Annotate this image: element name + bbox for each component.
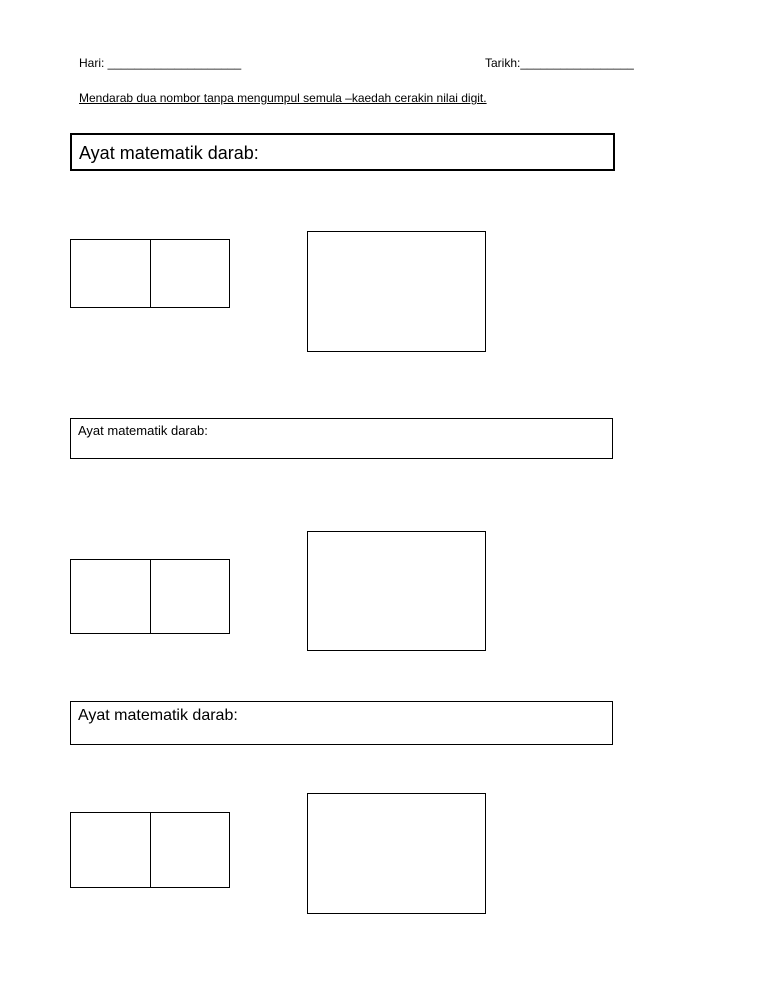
sentence-label: Ayat matematik darab:	[79, 143, 259, 163]
sentence-box-2[interactable]	[70, 418, 613, 459]
sentence-label: Ayat matematik darab:	[78, 707, 238, 724]
sentence-box-3[interactable]	[70, 701, 613, 745]
hari-field[interactable]: Hari: ____________________	[79, 56, 242, 70]
digit-box-3	[70, 812, 230, 888]
instruction-text: Mendarab dua nombor tanpa mengumpul semula –kaedah cerakin nilai digit.	[79, 91, 487, 105]
tens-cell[interactable]	[71, 560, 151, 633]
tarikh-field[interactable]: Tarikh:_________________	[485, 56, 634, 70]
sentence-label: Ayat matematik darab:	[78, 423, 208, 438]
answer-box-1[interactable]	[307, 231, 486, 352]
answer-box-3[interactable]	[307, 793, 486, 914]
tens-cell[interactable]	[71, 240, 151, 307]
answer-box-2[interactable]	[307, 531, 486, 651]
ones-cell[interactable]	[151, 560, 230, 633]
digit-box-1	[70, 239, 230, 308]
sentence-box-1[interactable]	[70, 133, 615, 171]
ones-cell[interactable]	[151, 813, 230, 887]
ones-cell[interactable]	[151, 240, 230, 307]
tens-cell[interactable]	[71, 813, 151, 887]
digit-box-2	[70, 559, 230, 634]
